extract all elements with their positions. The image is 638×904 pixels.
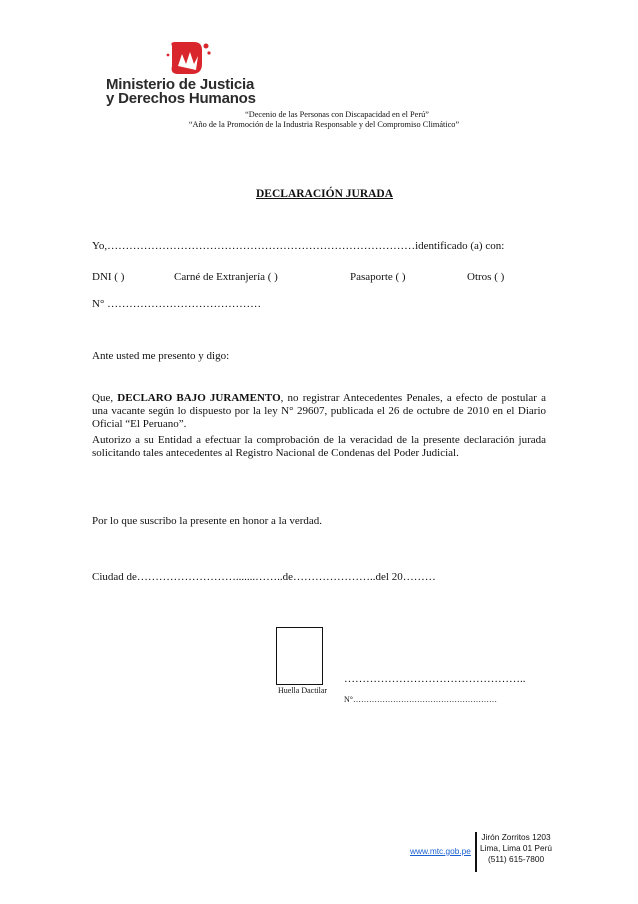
signature-line: ………………………………………….. bbox=[344, 673, 526, 685]
number-line: N° …………………………………… bbox=[92, 298, 262, 310]
yo-line: Yo,…………………………………………………………………………identificado (a) con: bbox=[92, 240, 505, 252]
fingerprint-box bbox=[276, 627, 323, 685]
declaration-start: Que, bbox=[92, 392, 118, 404]
document-title: DECLARACIÓN JURADA bbox=[256, 188, 394, 200]
footer-divider bbox=[475, 832, 477, 872]
declaration-bold: DECLARO BAJO JURAMENTO bbox=[117, 392, 281, 404]
ministry-logo bbox=[96, 40, 296, 106]
logo-text bbox=[106, 78, 256, 106]
signature-number-line: N°……………………………………………… bbox=[344, 695, 497, 704]
footer-address-line-1: Jirón Zorritos 1203 bbox=[481, 832, 551, 842]
footer-address-line-2: Lima, Lima 01 Perú bbox=[480, 843, 552, 853]
footer-address bbox=[480, 832, 552, 865]
fingerprint-label: Huella Dactilar bbox=[278, 686, 328, 695]
pasaporte-option: Pasaporte ( ) bbox=[350, 271, 406, 283]
ciudad-line: Ciudad de……………………….......……..de…………………..del 20……… bbox=[92, 571, 436, 583]
decade-line-2: “Año de la Promoción de la Industria Responsable y del Compromiso Climático” bbox=[188, 120, 460, 129]
honor-line: Por lo que suscribo la presente en honor a la verdad. bbox=[92, 515, 323, 527]
footer-phone: (511) 615-7800 bbox=[487, 854, 545, 864]
footer-url-link[interactable]: www.mtc.gob.pe bbox=[410, 846, 471, 856]
authorization-paragraph: Autorizo a su Entidad a efectuar la comprobación de la veracidad de la presente declaración jurada solicitando tales antecedentes al Registro Nacional de Condenas del Poder Judicial. bbox=[92, 434, 546, 459]
decade-header bbox=[0, 110, 638, 130]
otros-option: Otros ( ) bbox=[467, 271, 505, 283]
dni-option: DNI ( ) bbox=[92, 271, 125, 283]
decade-line-1: “Decenio de las Personas con Discapacidad en el Perú” bbox=[245, 110, 429, 119]
declaration-rest: , no registrar Antecedentes Penales, a efecto de postular a una vacante según lo dispuesto por la ley N° 29607, publicada el 26 de octubre de 2010 en el Diario Oficial “El Peruano”. bbox=[92, 392, 547, 430]
declaration-paragraph bbox=[92, 392, 546, 431]
carne-option: Carné de Extranjería ( ) bbox=[174, 271, 278, 283]
ministry-hands-icon bbox=[166, 40, 212, 78]
ante-line: Ante usted me presento y digo: bbox=[92, 350, 230, 362]
logo-line-1: Ministerio de Justicia bbox=[106, 76, 255, 93]
logo-line-2: y Derechos Humanos bbox=[106, 90, 256, 107]
